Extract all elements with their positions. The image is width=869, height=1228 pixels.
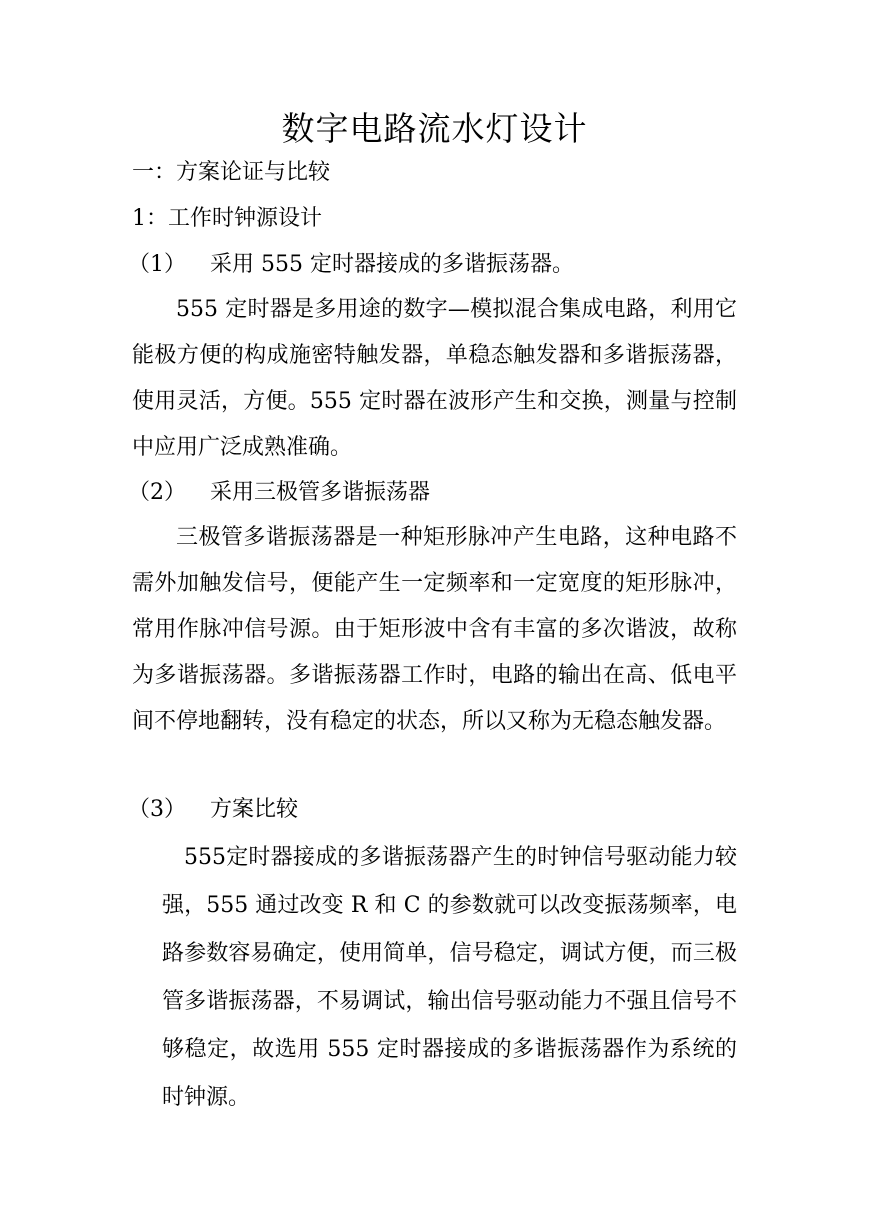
item-2 [128, 473, 430, 513]
item-3 [128, 790, 298, 830]
item-3-label: 方案比较 [210, 797, 299, 822]
paragraph-3: 555定时器接成的多谐振荡器产生的时钟信号驱动能力较强，555 通过改变 R 和 C 的参数就可以改变振荡频率，电路参数容易确定，使用简单，信号稳定，调试方便，而三极管多谐振荡器，不易调试，输出信号驱动能力不强且信号不够稳定，故选用 555 定时器接成的多谐振荡器作为系统的时钟源。 [162, 845, 737, 1110]
item-1 [128, 245, 574, 285]
item-1-label: 采用 555 定时器接成的多谐振荡器。 [210, 252, 574, 277]
item-1-number: （1） [128, 252, 186, 277]
paragraph-1: 555 定时器是多用途的数字—模拟混合集成电路，利用它能极方便的构成施密特触发器，单稳态触发器和多谐振荡器，使用灵活，方便。555 定时器在波形产生和交换，测量与控制中应用广泛成熟准确。 [132, 297, 737, 460]
item-2-number: （2） [128, 480, 186, 505]
item-3-number: （3） [128, 797, 186, 822]
item-2-label: 采用三极管多谐振荡器 [210, 480, 431, 505]
section-heading: 一：方案论证与比较 [132, 160, 331, 185]
document-title: 数字电路流水灯设计 [281, 109, 588, 148]
subsection-heading: 1：工作时钟源设计 [132, 206, 322, 231]
paragraph-2: 三极管多谐振荡器是一种矩形脉冲产生电路，这种电路不需外加触发信号，便能产生一定频率和一定宽度的矩形脉冲，常用作脉冲信号源。由于矩形波中含有丰富的多次谐波，故称为多谐振荡器。多谐振荡器工作时，电路的输出在高、低电平间不停地翻转，没有稳定的状态，所以又称为无稳态触发器。 [132, 525, 737, 734]
